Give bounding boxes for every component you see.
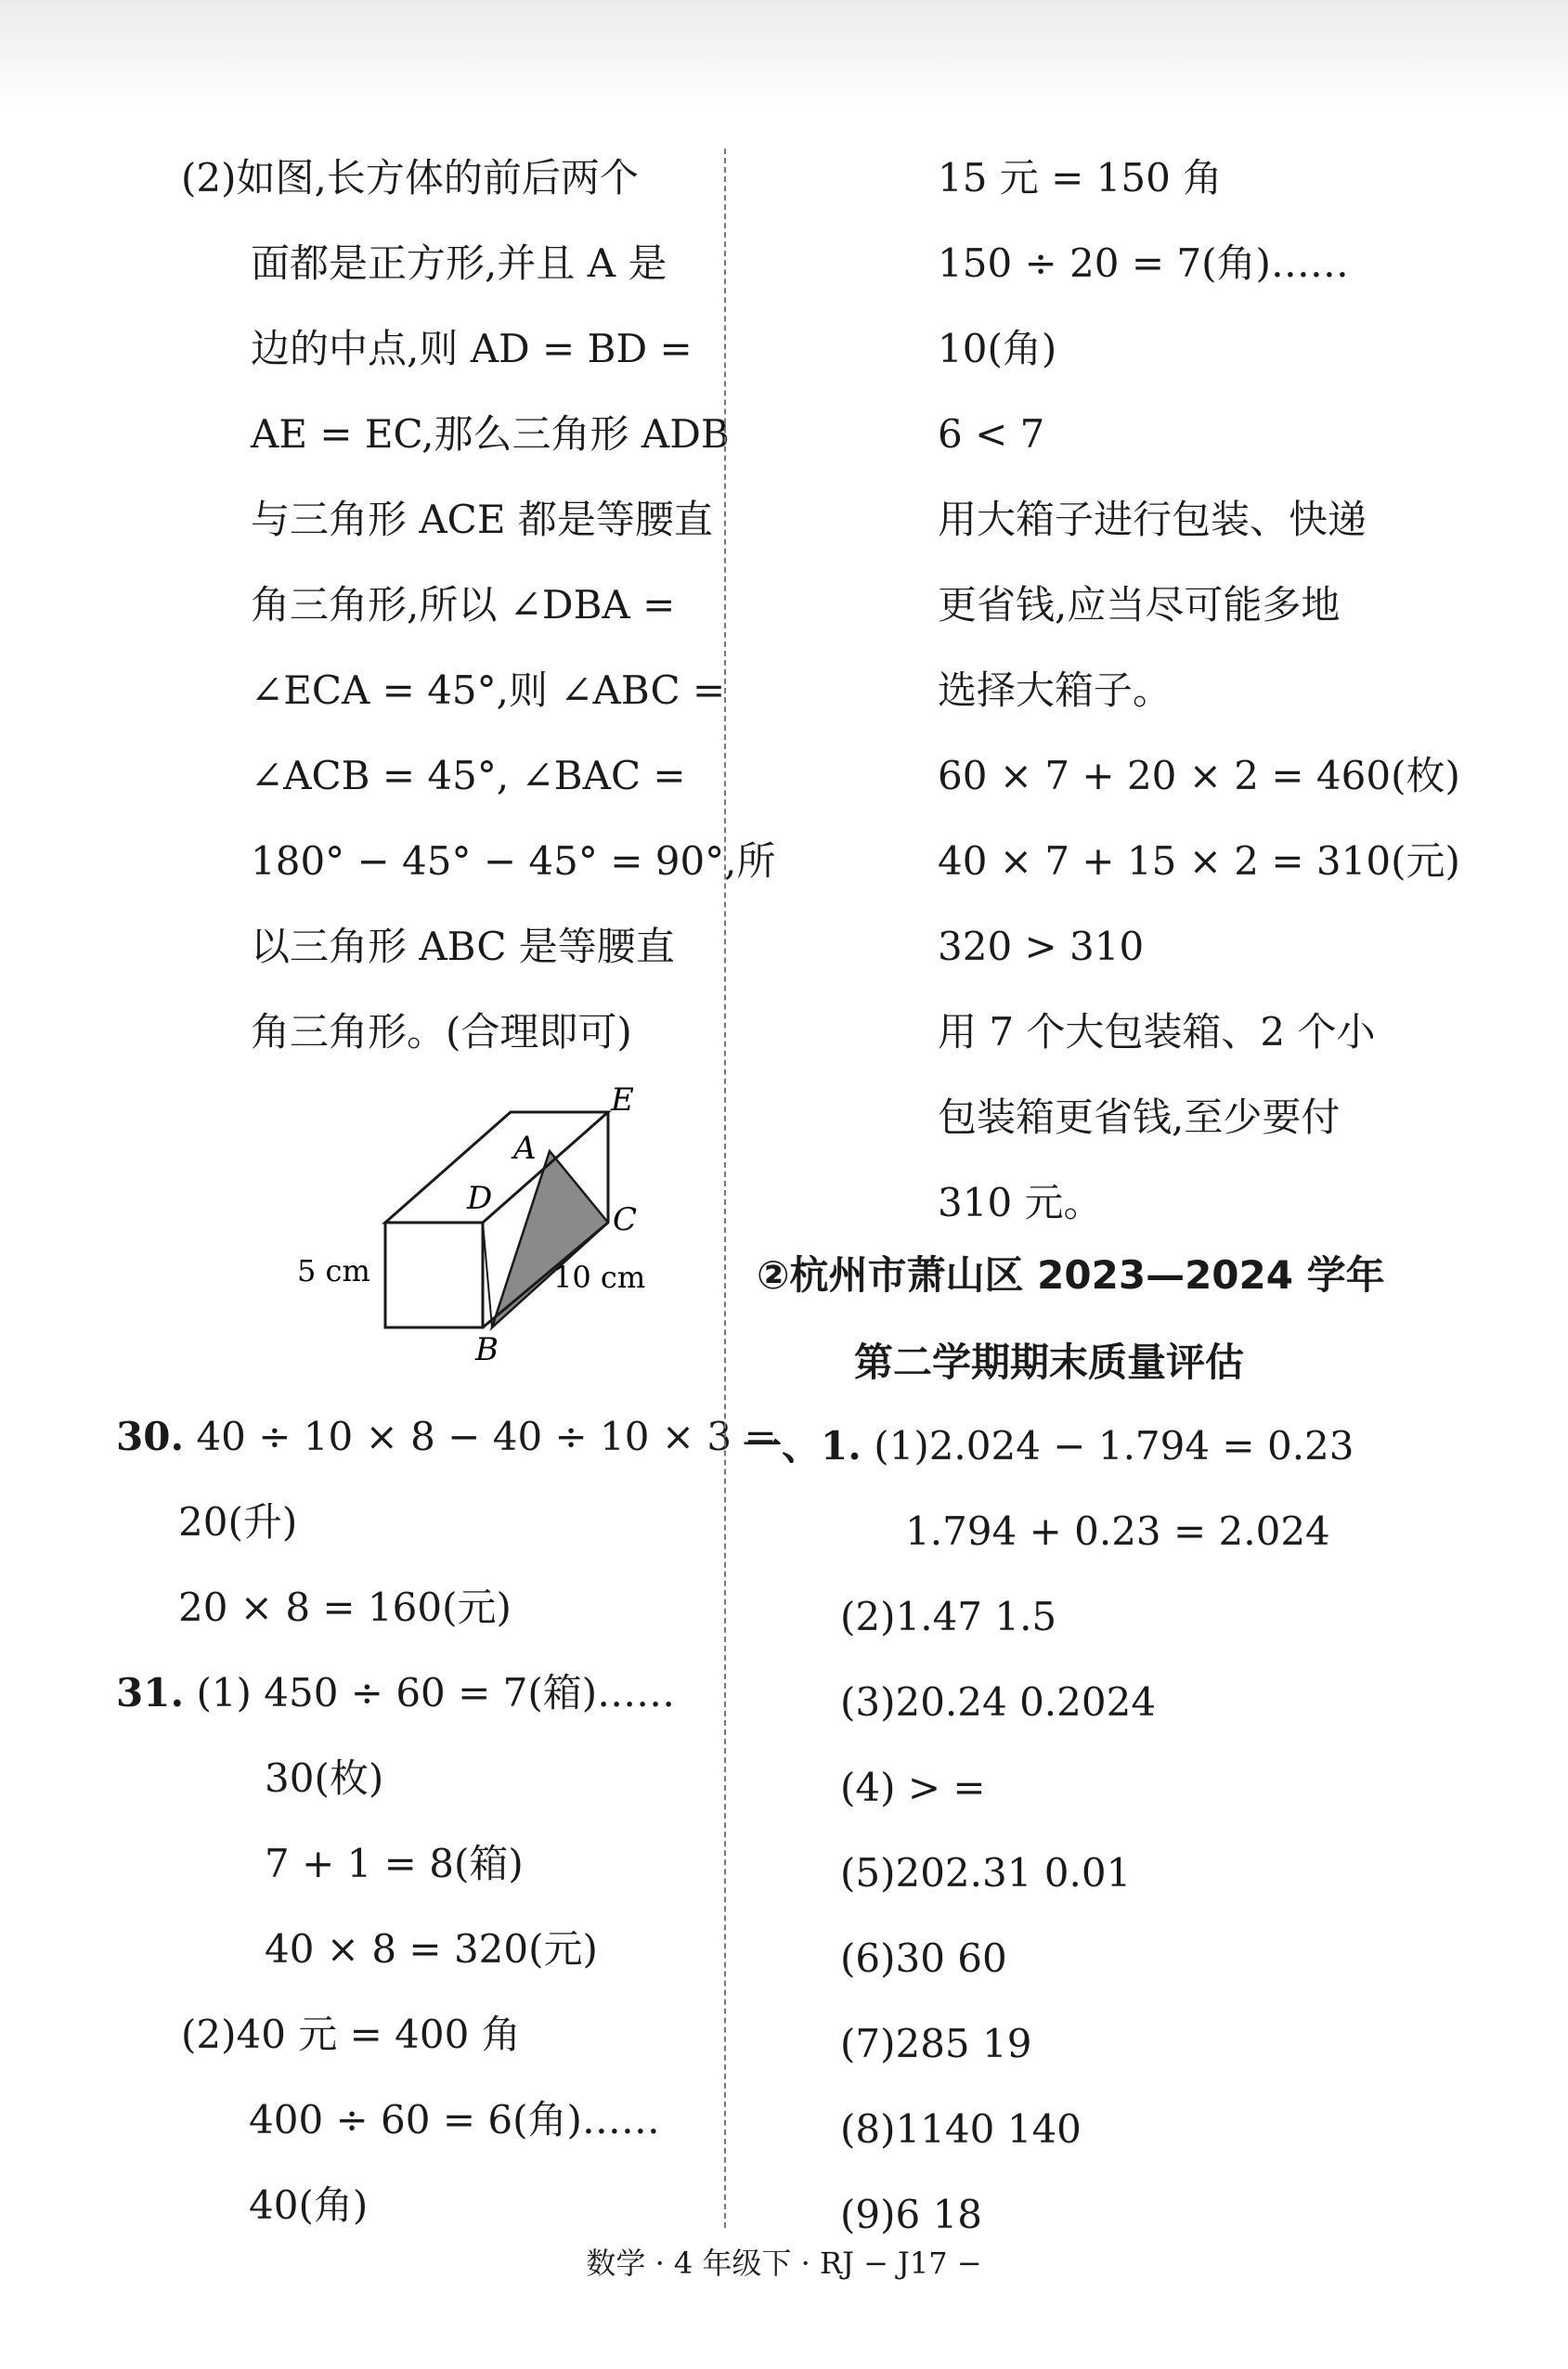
label-e: E: [611, 1081, 634, 1119]
cuboid-front-face: [385, 1223, 483, 1327]
label-b: B: [475, 1331, 499, 1368]
text-line: (2)40 元 = 400 角: [181, 2012, 521, 2057]
text-line: 10(角): [938, 326, 1057, 371]
text-line: (6)30 60: [840, 1935, 1007, 1981]
label-a: A: [513, 1130, 537, 1167]
text-line: (1) 450 ÷ 60 = 7(箱)……: [196, 1670, 676, 1715]
text-line: 15 元 = 150 角: [938, 155, 1223, 201]
text-line: AE = EC,那么三角形 ADB: [251, 411, 730, 457]
text-line: 40 × 8 = 320(元): [265, 1926, 598, 1972]
cuboid-figure: [279, 1077, 668, 1374]
scan-top-shade: [0, 0, 1568, 111]
text-line: 用大箱子进行包装、快递: [938, 497, 1367, 542]
question-number: 30.: [116, 1414, 185, 1459]
question-31-line: [116, 1667, 675, 1719]
dimension-height: 5 cm: [297, 1253, 370, 1288]
text-line: 7 + 1 = 8(箱): [265, 1841, 524, 1886]
text-line: (4) > =: [840, 1765, 986, 1810]
text-line: 40 ÷ 10 × 8 − 40 ÷ 10 × 3 =: [196, 1414, 777, 1459]
shaded-triangle-abc: [492, 1151, 608, 1327]
text-line: 选择大箱子。: [938, 667, 1173, 713]
question-number: 31.: [116, 1670, 185, 1715]
text-line: 40 × 7 + 15 × 2 = 310(元): [938, 838, 1460, 884]
text-line: 180° − 45° − 45° = 90°,所: [251, 838, 776, 884]
text-line: 60 × 7 + 20 × 2 = 460(枚): [938, 753, 1460, 798]
section-subtitle: 第二学期期末质量评估: [854, 1340, 1245, 1385]
text-line: (2)如图,长方体的前后两个: [181, 155, 639, 201]
text-line: 角三角形,所以 ∠DBA =: [251, 582, 676, 628]
text-line: 更省钱,应当尽可能多地: [938, 582, 1341, 628]
text-line: 310 元。: [938, 1180, 1103, 1225]
text-line: 6 < 7: [938, 411, 1045, 457]
text-line: (8)1140 140: [840, 2106, 1082, 2152]
text-line: (7)285 19: [840, 2021, 1032, 2066]
page-footer: 数学 · 4 年级下 · RJ − J17 −: [586, 2246, 982, 2281]
text-line: (9)6 18: [840, 2192, 983, 2237]
text-line: 320 > 310: [938, 924, 1145, 969]
text-line: 150 ÷ 20 = 7(角)……: [938, 240, 1349, 286]
text-line: 40(角): [249, 2182, 369, 2228]
text-line: (3)20.24 0.2024: [840, 1679, 1157, 1725]
question-30-line: [116, 1411, 777, 1463]
text-line: 包装箱更省钱,至少要付: [938, 1094, 1341, 1140]
text-line: 用 7 个大包装箱、2 个小: [938, 1009, 1376, 1055]
text-line: 20(升): [178, 1499, 298, 1545]
text-line: (5)202.31 0.01: [840, 1850, 1132, 1896]
part-one-line: [743, 1420, 1354, 1472]
text-line: 以三角形 ABC 是等腰直: [251, 924, 675, 969]
text-line: 边的中点,则 AD = BD =: [251, 326, 693, 371]
text-line: 面都是正方形,并且 A 是: [251, 240, 667, 286]
label-c: C: [613, 1201, 638, 1238]
question-number: 一、1.: [743, 1423, 862, 1469]
text-line: (1)2.024 − 1.794 = 0.23: [874, 1423, 1354, 1469]
label-d: D: [467, 1180, 493, 1217]
text-line: (2)1.47 1.5: [840, 1594, 1057, 1639]
text-line: ∠ECA = 45°,则 ∠ABC =: [251, 667, 726, 713]
text-line: 与三角形 ACE 都是等腰直: [251, 497, 713, 542]
text-line: 1.794 + 0.23 = 2.024: [905, 1508, 1330, 1554]
text-line: ∠ACB = 45°, ∠BAC =: [251, 753, 686, 798]
text-line: 20 × 8 = 160(元): [178, 1585, 512, 1630]
column-divider: [724, 149, 726, 2228]
text-line: 400 ÷ 60 = 6(角)……: [249, 2097, 660, 2142]
text-line: 角三角形。(合理即可): [251, 1009, 632, 1055]
section-title: ②杭州市萧山区 2023—2024 学年: [757, 1252, 1385, 1298]
dimension-length: 10 cm: [553, 1260, 646, 1295]
text-line: 30(枚): [265, 1755, 384, 1801]
